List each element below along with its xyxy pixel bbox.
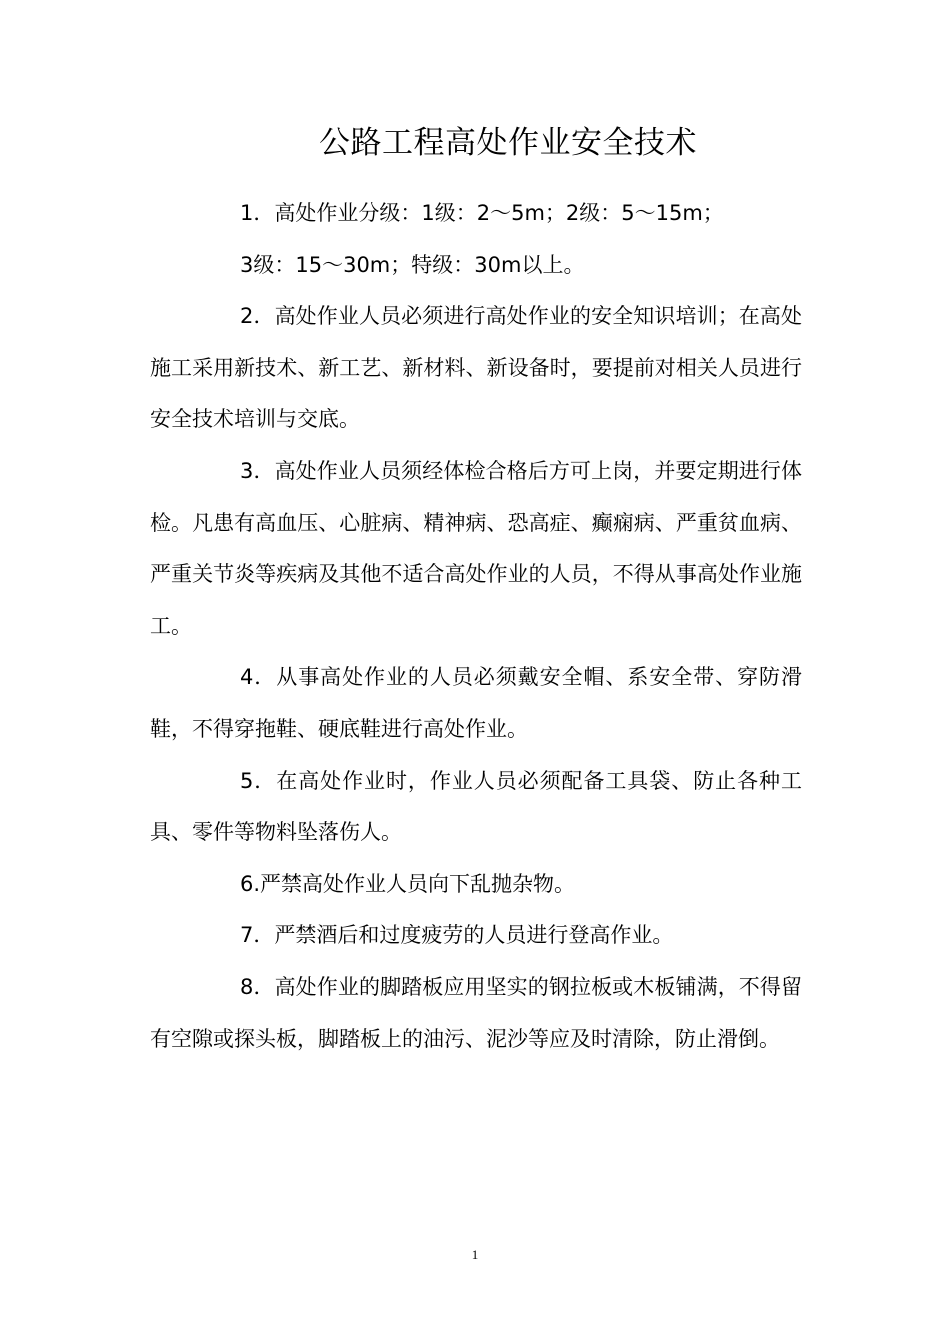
page-number: 1 — [471, 1247, 479, 1262]
paragraph-1: 1．高处作业分级：1级：2～5m；2级：5～15m； — [240, 201, 724, 225]
paragraph-7: 7．严禁酒后和过度疲劳的人员进行登高作业。 — [240, 923, 674, 948]
paragraph-4: 4．从事高处作业的人员必须戴安全帽、系安全带、穿防滑鞋，不得穿拖鞋、硬底鞋进行高处作业。 — [150, 665, 802, 741]
paragraph-6: 6.严禁高处作业人员向下乱抛杂物。 — [240, 871, 576, 896]
paragraph-5: 5．在高处作业时，作业人员必须配备工具袋、防止各种工具、零件等物料坠落伤人。 — [150, 768, 802, 845]
paragraph-1-continued: 3级：15～30m；特级：30m以上。 — [240, 252, 585, 277]
paragraph-8: 8．高处作业的脚踏板应用坚实的钢拉板或木板铺满，不得留有空隙或探头板，脚踏板上的油污、泥沙等应及时清除，防止滑倒。 — [150, 974, 802, 1051]
paragraph-3: 3．高处作业人员须经体检合格后方可上岗，并要定期进行体检。凡患有高血压、心脏病、精神病、恐高症、癫痫病、严重贫血病、严重关节炎等疾病及其他不适合高处作业的人员，不得从事高处作业施工。 — [150, 458, 802, 638]
paragraph-2: 2．高处作业人员必须进行高处作业的安全知识培训；在高处施工采用新技术、新工艺、新材料、新设备时，要提前对相关人员进行安全技术培训与交底。 — [150, 304, 802, 432]
document-title: 公路工程高处作业安全技术 — [319, 125, 697, 161]
document-body — [150, 188, 802, 1065]
